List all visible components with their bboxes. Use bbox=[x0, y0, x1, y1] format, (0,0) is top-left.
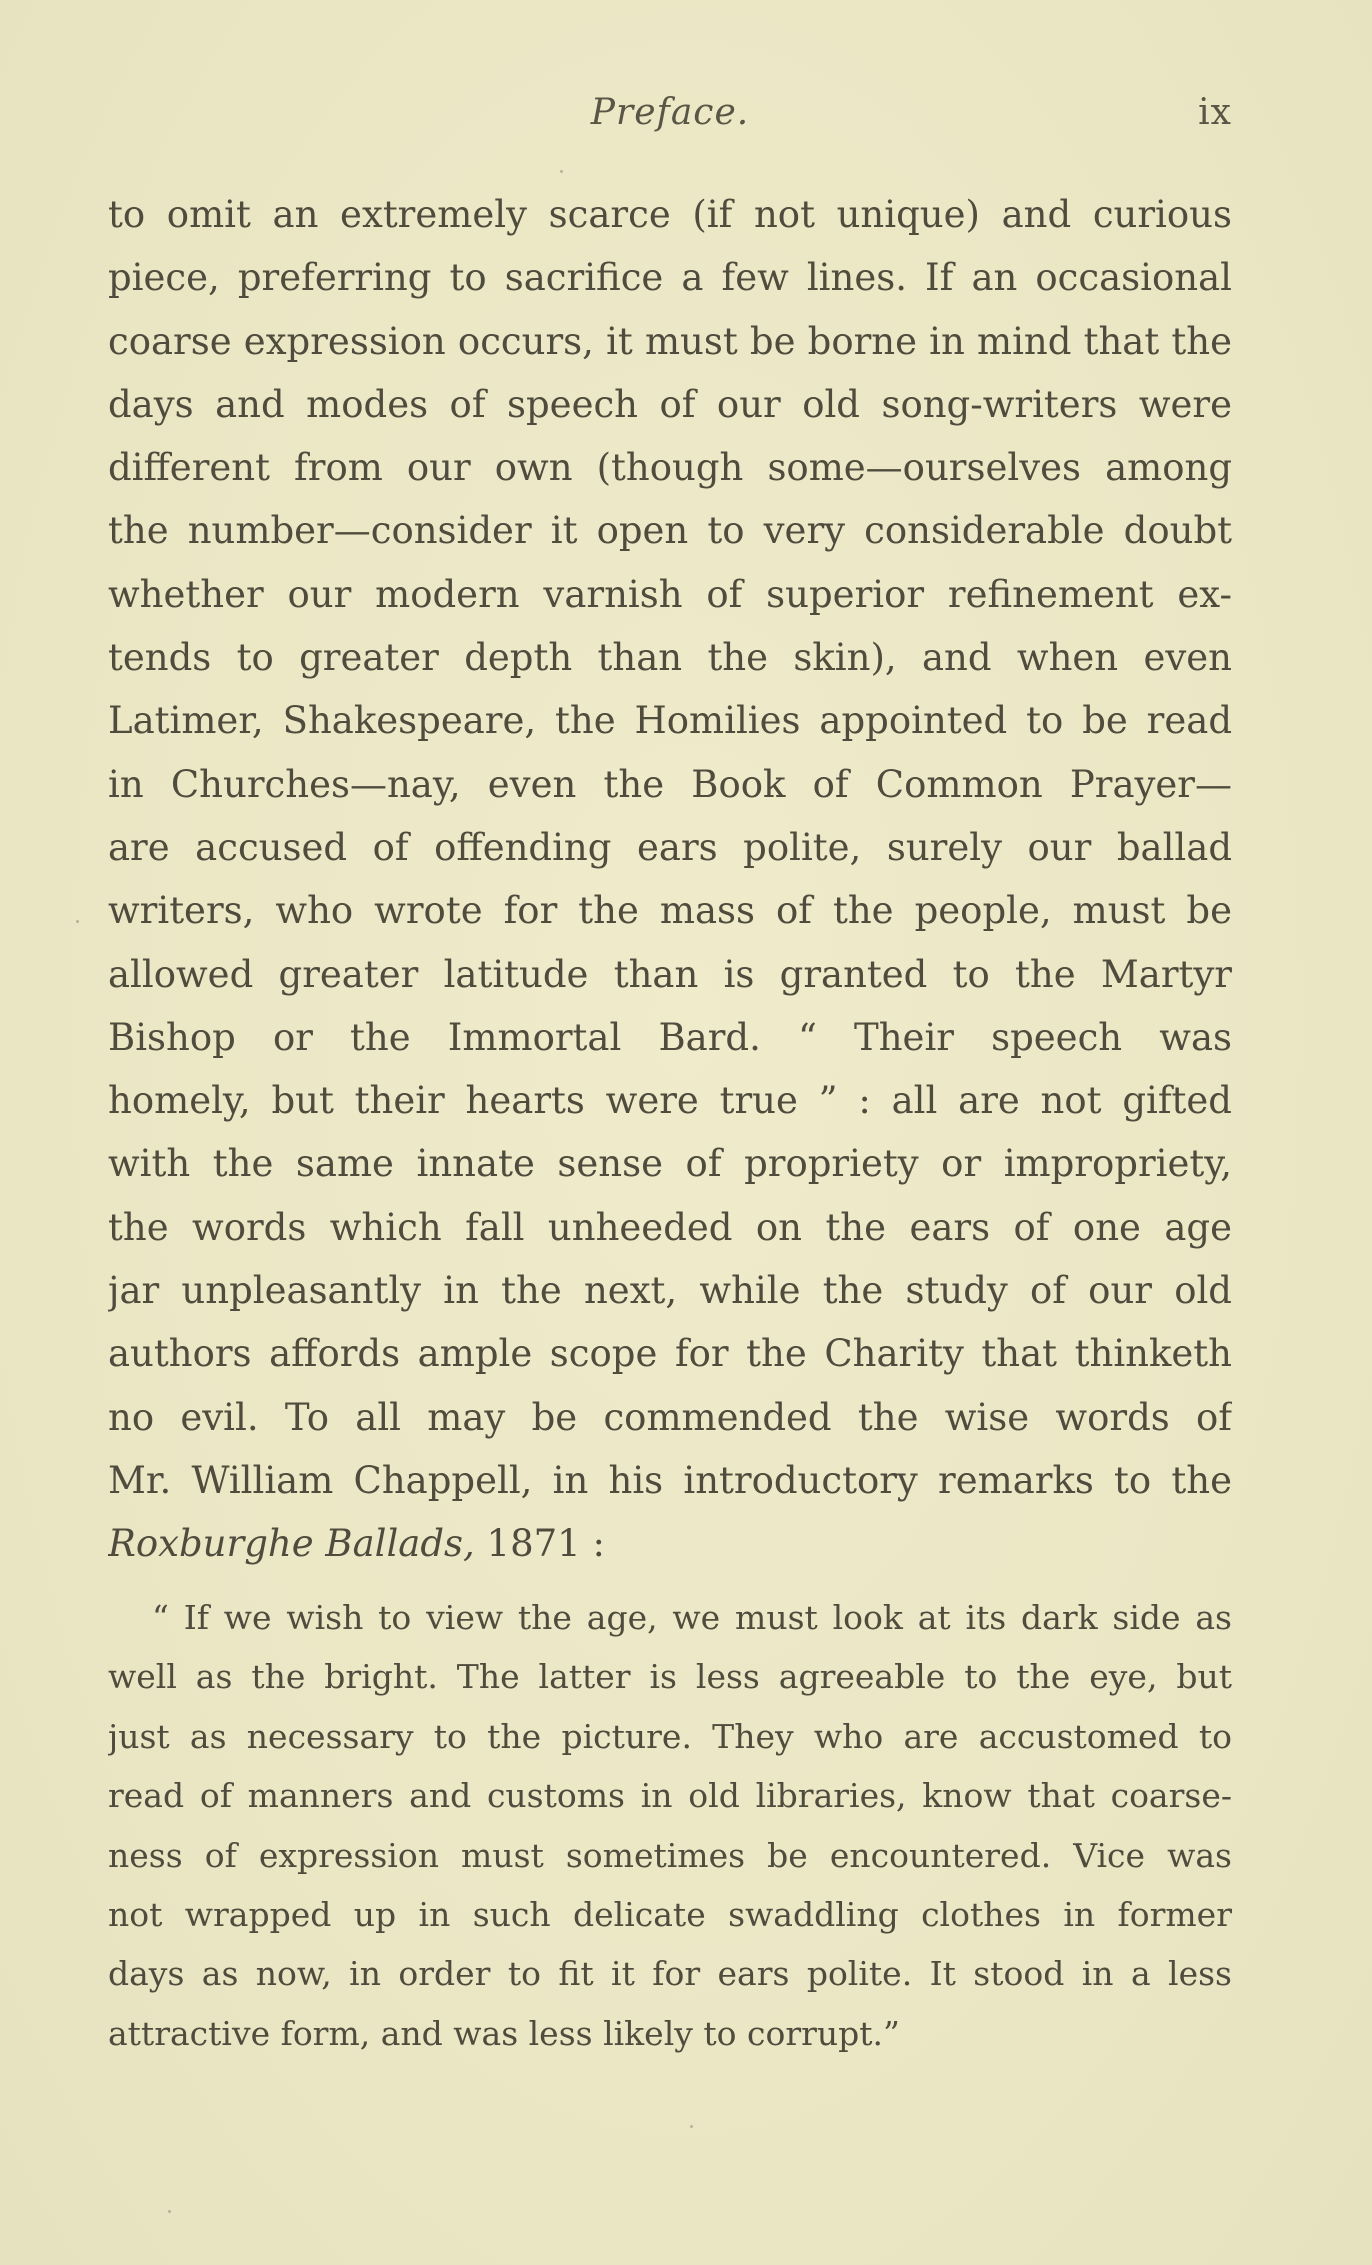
text-line: are accused of offending ears polite, surely our ballad bbox=[108, 825, 1232, 869]
quote-line: days as now, in order to fit it for ears polite. It stood in a less bbox=[108, 1954, 1232, 1994]
quote-line: not wrapped up in such delicate swaddling clothes in former bbox=[108, 1894, 1232, 1934]
text-line: Mr. William Chappell, in his introductory remarks to the bbox=[108, 1458, 1232, 1502]
text-line: tends to greater depth than the skin), and when even bbox=[108, 636, 1232, 680]
text-line: homely, but their hearts were true ” : all are not gifted bbox=[108, 1079, 1232, 1123]
text-line: to omit an extremely scarce (if not unique) and curious bbox=[108, 193, 1232, 236]
text-line: the number—consider it open to very considerable doubt bbox=[108, 509, 1232, 553]
paper-speck bbox=[690, 2125, 693, 2128]
citation-line bbox=[108, 1512, 1232, 1575]
text-line: piece, preferring to sacrifice a few lines. If an occasional bbox=[108, 256, 1232, 300]
text-line: in Churches—nay, even the Book of Common Prayer— bbox=[108, 762, 1232, 806]
citation-title: Roxburghe Ballads, bbox=[108, 1522, 475, 1566]
paper-speck bbox=[560, 170, 563, 173]
running-head-title: Preface. bbox=[590, 92, 750, 133]
text-line: writers, who wrote for the mass of the people, must be bbox=[108, 889, 1232, 933]
text-line: allowed greater latitude than is granted to the Martyr bbox=[108, 952, 1232, 996]
text-line: Latimer, Shakespeare, the Homilies appointed to be read bbox=[108, 699, 1232, 743]
quote-line: “ If we wish to view the age, we must look at its dark side as bbox=[152, 1598, 1232, 1637]
text-line: with the same innate sense of propriety or impropriety, bbox=[108, 1142, 1232, 1186]
block-quote bbox=[108, 1588, 1232, 2063]
quote-line: read of manners and customs in old libraries, know that coarse- bbox=[108, 1776, 1232, 1816]
text-line: jar unpleasantly in the next, while the study of our old bbox=[108, 1269, 1232, 1313]
body-paragraph bbox=[108, 183, 1232, 1576]
text-line: no evil. To all may be commended the wise words of bbox=[108, 1395, 1232, 1439]
text-line: whether our modern varnish of superior refinement ex- bbox=[108, 572, 1232, 616]
quote-line: ness of expression must sometimes be encountered. Vice was bbox=[108, 1835, 1232, 1875]
text-line: different from our own (though some—ourselves among bbox=[108, 446, 1232, 490]
text-line: authors affords ample scope for the Charity that thinketh bbox=[108, 1332, 1232, 1376]
quote-line: attractive form, and was less likely to corrupt.” bbox=[108, 2013, 900, 2053]
citation-year: 1871 : bbox=[474, 1522, 605, 1566]
text-line: days and modes of speech of our old song-writers were bbox=[108, 382, 1232, 426]
page-number: ix bbox=[1198, 92, 1232, 133]
running-head bbox=[108, 92, 1232, 142]
text-line: the words which fall unheeded on the ears of one age bbox=[108, 1205, 1232, 1249]
quote-line: just as necessary to the picture. They who are accustomed to bbox=[108, 1716, 1232, 1756]
quote-line: well as the bright. The latter is less agreeable to the eye, but bbox=[108, 1657, 1232, 1697]
paper-speck bbox=[76, 920, 79, 923]
text-line: coarse expression occurs, it must be borne in mind that the bbox=[108, 319, 1232, 363]
paper-speck bbox=[168, 2210, 171, 2213]
text-line: Bishop or the Immortal Bard. “ Their speech was bbox=[108, 1015, 1232, 1059]
